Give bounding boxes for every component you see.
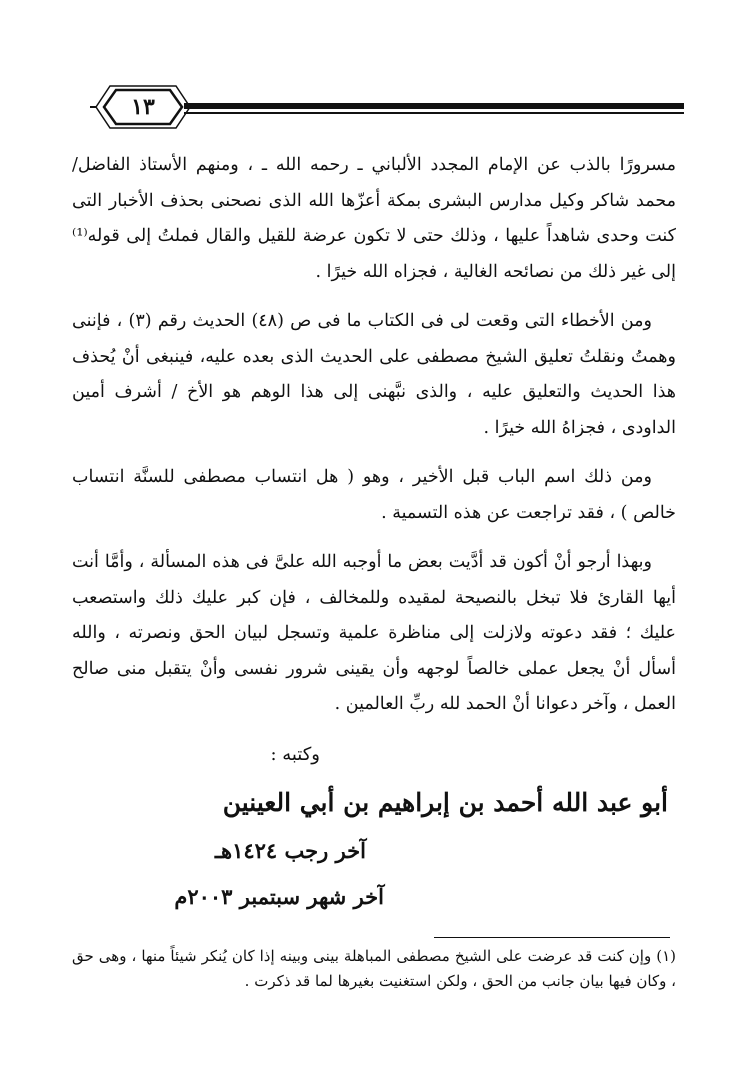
footnote: (١) وإن كنت قد عرضت على الشيخ مصطفى المباهلة بينى وبينه إذا كان يُنكر شيئاً منها ، وهى حق ، وكان فيها بيان جانب من الحق ، ولكن استغنيت بغيرها لما قد ذكرت . [72, 947, 676, 990]
author-name: أبو عبد الله أحمد بن إبراهيم بن أبي العينين [222, 788, 668, 817]
paragraph: ومن الأخطاء التى وقعت لى فى الكتاب ما فى ص (٤٨) الحديث رقم (٣) ، فإننى وهمتُ ونقلتُ تعليق الشيخ مصطفى على الحديث الذى بعده عليه، فينبغى أنْ يُحذف هذا الحديث والتعليق عليه ، والذى نبَّهنى إلى هذا الوهم هو الأخ / أشرف أمين الداودى ، فجزاهُ الله خيرًا . [72, 311, 676, 438]
date-gregorian: آخر شهر سبتمبر ٢٠٠٣م [174, 884, 384, 909]
paragraph: وبهذا أرجو أنْ أكون قد أدَّيت بعض ما أوجبه الله علىَّ فى هذه المسألة ، وأمَّا أنت أيها القارئ فلا تبخل بالنصيحة لمقيده وللمخالف ، فإن كبر عليك ذلك واستصعب عليك ؛ فقد دعوته ولازلت إلى مناظرة علمية وتسجل لبيان الحق ونصرته ، والله أسأل أنْ يجعل عملى خالصاً لوجهه وأن يقينى شرور نفسى وأنْ يتقبل منى صالح العمل ، وآخر دعوانا أنْ الحمد لله ربِّ العالمين . [72, 552, 676, 714]
page-number-badge [90, 84, 196, 130]
header-rule-thick [184, 103, 684, 109]
paragraph: مسرورًا بالذب عن الإمام المجدد الألباني ـ رحمه الله ـ ، ومنهم الأستاذ الفاضل/ محمد شاكر وكيل مدارس البشرى بمكة أعزّها الله الذى نصحنى بحذف الأخبار التى كنت وحدى شاهداً عليها ، وذلك حتى لا تكون عرضة للقيل والقال فملتُ إلى قوله⁽¹⁾ إلى غير ذلك من نصائحه الغالية ، فجزاه الله خيرًا . [72, 155, 676, 282]
header-rule-thin [184, 112, 684, 114]
date-hijri: آخر رجب ١٤٢٤هـ [214, 838, 366, 863]
paragraph: ومن ذلك اسم الباب قبل الأخير ، وهو ( هل انتساب مصطفى للسنَّة انتساب خالص ) ، فقد تراجعت عن هذه التسمية . [72, 467, 676, 523]
body-text [72, 148, 676, 737]
page-number: ١٣ [131, 94, 155, 120]
footnote-divider [434, 937, 670, 938]
signature-label: وكتبه : [270, 744, 320, 765]
page-header [84, 84, 684, 130]
